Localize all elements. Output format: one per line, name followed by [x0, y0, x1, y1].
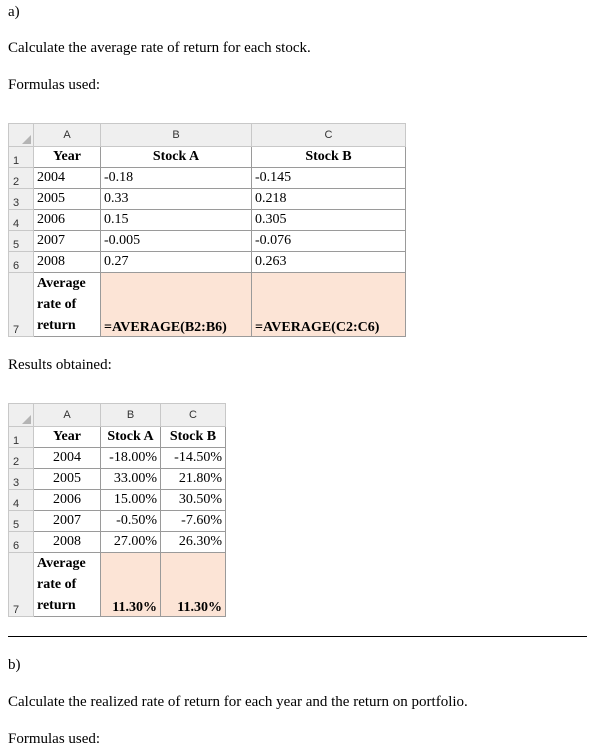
- cell-b2[interactable]: -0.18: [101, 168, 252, 189]
- cell-b5[interactable]: -0.005: [101, 231, 252, 252]
- column-header-b[interactable]: B: [101, 404, 161, 427]
- part-b-instruction: Calculate the realized rate of return for each year and the return on portfolio.: [8, 694, 468, 710]
- average-label-line-1: Average: [37, 556, 86, 571]
- cell-b7-average-result[interactable]: 11.30%: [101, 553, 161, 617]
- cell-b3[interactable]: 0.33: [101, 189, 252, 210]
- formulas-heading-b: Formulas used:: [8, 731, 101, 747]
- row-header-5[interactable]: 5: [9, 511, 34, 532]
- column-header-a[interactable]: A: [34, 404, 101, 427]
- column-header-b[interactable]: B: [101, 124, 252, 147]
- cell-a7-average-label[interactable]: [34, 273, 101, 337]
- average-label-line-3: return: [37, 598, 76, 613]
- column-header-c[interactable]: C: [161, 404, 226, 427]
- cell-a2[interactable]: 2004: [34, 448, 101, 469]
- row-header-3[interactable]: 3: [9, 189, 34, 210]
- cell-b6[interactable]: 0.27: [101, 252, 252, 273]
- row-header-4[interactable]: 4: [9, 490, 34, 511]
- row-header-3[interactable]: 3: [9, 469, 34, 490]
- cell-a5[interactable]: 2007: [34, 511, 101, 532]
- select-all-triangle-icon: [22, 135, 31, 144]
- average-label-line-3: return: [37, 318, 76, 333]
- column-header-a[interactable]: A: [34, 124, 101, 147]
- cell-b6[interactable]: 27.00%: [101, 532, 161, 553]
- cell-b2[interactable]: -18.00%: [101, 448, 161, 469]
- average-label-line-1: Average: [37, 276, 86, 291]
- select-all-triangle-icon: [22, 415, 31, 424]
- cell-c5[interactable]: -0.076: [252, 231, 406, 252]
- cell-c1-stock-b-header[interactable]: Stock B: [161, 427, 226, 448]
- cell-a6[interactable]: 2008: [34, 252, 101, 273]
- row-header-2[interactable]: 2: [9, 168, 34, 189]
- formulas-spreadsheet: [8, 123, 406, 337]
- cell-b5[interactable]: -0.50%: [101, 511, 161, 532]
- cell-c7-average-formula[interactable]: =AVERAGE(C2:C6): [252, 273, 406, 337]
- average-label-line-2: rate of: [37, 577, 77, 592]
- cell-b4[interactable]: 0.15: [101, 210, 252, 231]
- results-spreadsheet: [8, 403, 226, 617]
- cell-c4[interactable]: 0.305: [252, 210, 406, 231]
- part-a-instruction: Calculate the average rate of return for each stock.: [8, 40, 311, 56]
- cell-a6[interactable]: 2008: [34, 532, 101, 553]
- row-header-1[interactable]: 1: [9, 147, 34, 168]
- cell-a4[interactable]: 2006: [34, 210, 101, 231]
- row-header-5[interactable]: 5: [9, 231, 34, 252]
- cell-c2[interactable]: -14.50%: [161, 448, 226, 469]
- cell-b3[interactable]: 33.00%: [101, 469, 161, 490]
- part-b-label: b): [8, 657, 21, 673]
- row-header-7[interactable]: 7: [9, 553, 34, 617]
- row-header-6[interactable]: 6: [9, 532, 34, 553]
- cell-b4[interactable]: 15.00%: [101, 490, 161, 511]
- row-header-4[interactable]: 4: [9, 210, 34, 231]
- part-a-label: a): [8, 4, 20, 20]
- cell-a3[interactable]: 2005: [34, 469, 101, 490]
- row-header-2[interactable]: 2: [9, 448, 34, 469]
- cell-a1-year-header[interactable]: Year: [34, 147, 101, 168]
- row-header-6[interactable]: 6: [9, 252, 34, 273]
- cell-b1-stock-a-header[interactable]: Stock A: [101, 427, 161, 448]
- cell-b1-stock-a-header[interactable]: Stock A: [101, 147, 252, 168]
- cell-a5[interactable]: 2007: [34, 231, 101, 252]
- cell-c6[interactable]: 26.30%: [161, 532, 226, 553]
- cell-a4[interactable]: 2006: [34, 490, 101, 511]
- cell-c4[interactable]: 30.50%: [161, 490, 226, 511]
- cell-c2[interactable]: -0.145: [252, 168, 406, 189]
- column-header-c[interactable]: C: [252, 124, 406, 147]
- section-divider: [8, 636, 587, 637]
- formulas-heading-a: Formulas used:: [8, 77, 101, 93]
- cell-c7-average-result[interactable]: 11.30%: [161, 553, 226, 617]
- cell-b7-average-formula[interactable]: =AVERAGE(B2:B6): [101, 273, 252, 337]
- select-all-corner[interactable]: [9, 124, 34, 147]
- cell-a1-year-header[interactable]: Year: [34, 427, 101, 448]
- average-label-line-2: rate of: [37, 297, 77, 312]
- row-header-1[interactable]: 1: [9, 427, 34, 448]
- cell-c5[interactable]: -7.60%: [161, 511, 226, 532]
- select-all-corner[interactable]: [9, 404, 34, 427]
- cell-a2[interactable]: 2004: [34, 168, 101, 189]
- cell-c3[interactable]: 0.218: [252, 189, 406, 210]
- cell-c6[interactable]: 0.263: [252, 252, 406, 273]
- cell-a7-average-label[interactable]: [34, 553, 101, 617]
- cell-a3[interactable]: 2005: [34, 189, 101, 210]
- row-header-7[interactable]: 7: [9, 273, 34, 337]
- cell-c3[interactable]: 21.80%: [161, 469, 226, 490]
- results-heading: Results obtained:: [8, 357, 112, 373]
- cell-c1-stock-b-header[interactable]: Stock B: [252, 147, 406, 168]
